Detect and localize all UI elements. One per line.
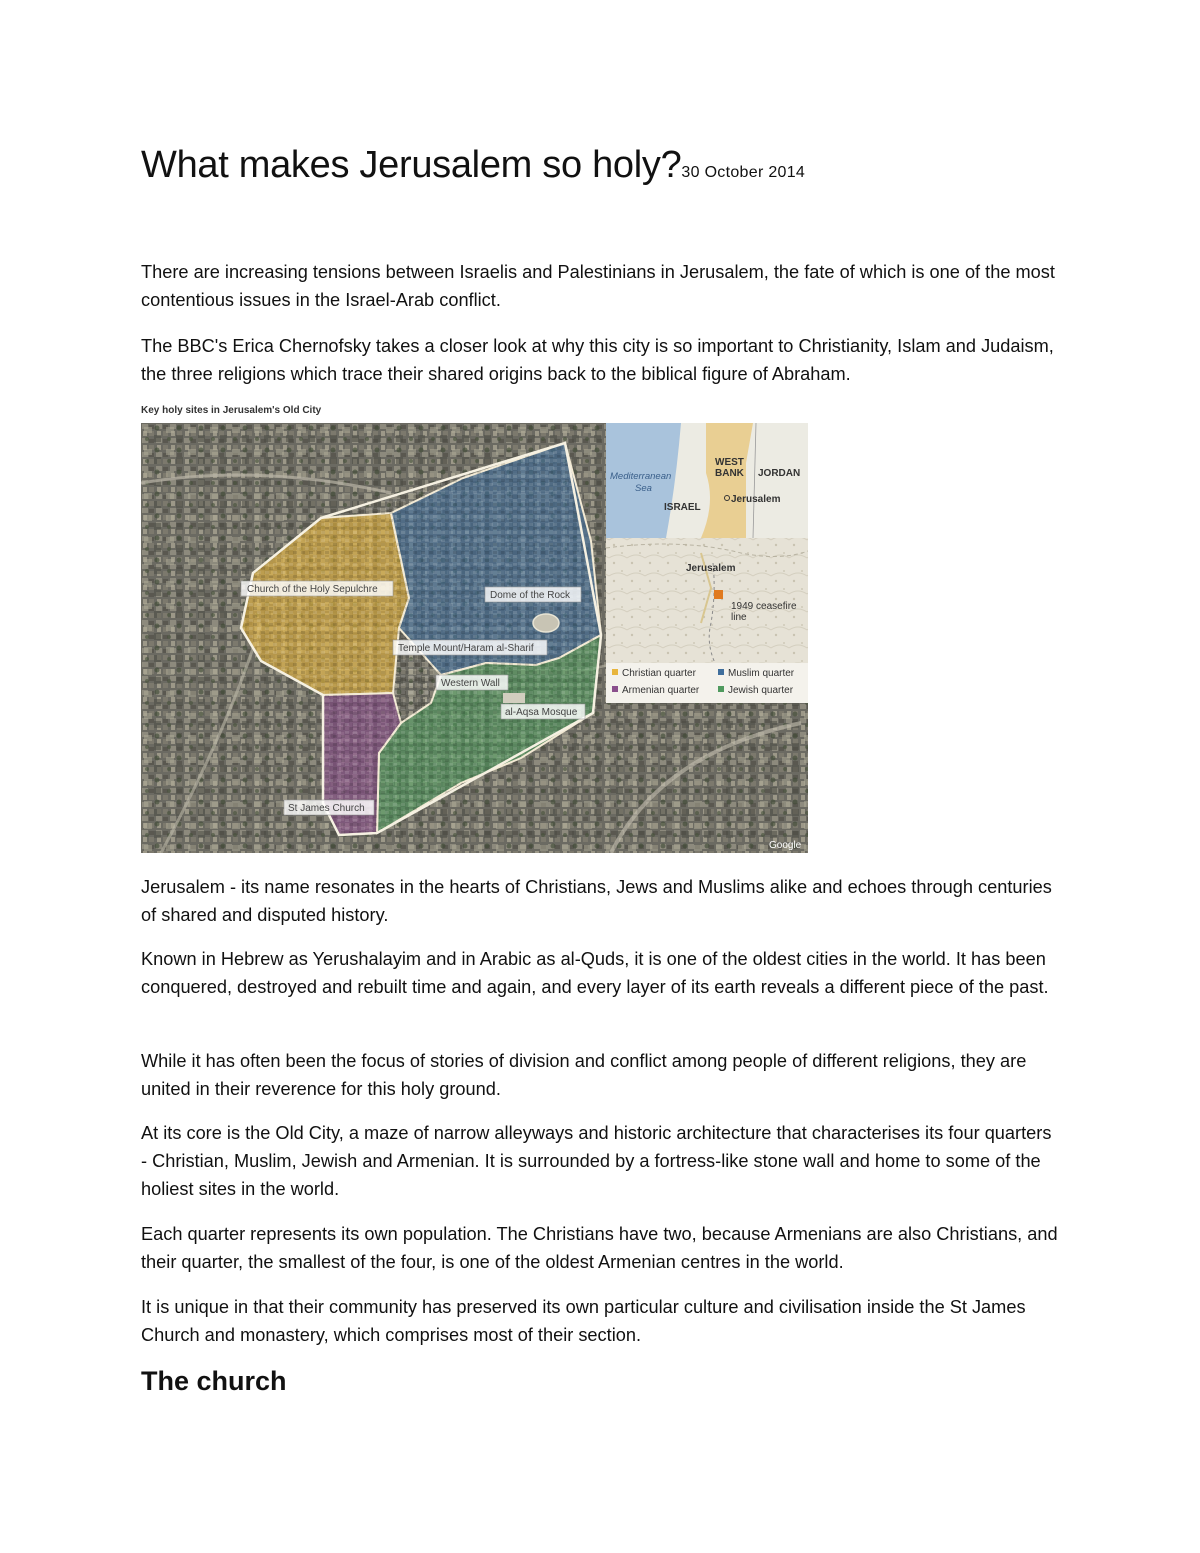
inset-sea-label-2: Sea <box>635 483 652 494</box>
dome-of-the-rock-marker <box>533 614 559 632</box>
section-heading: The church <box>141 1366 287 1396</box>
legend-swatch-christian <box>612 669 618 675</box>
body-paragraph-4: At its core is the Old City, a maze of narrow alleyways and historic architecture that characterises its four quarters - Christian, Muslim, Jewish and Armenian. It is surrounded by a fortress-like stone wall and home to some of the holiest sites in the world. <box>141 1123 1052 1199</box>
label-holy-sepulchre <box>241 581 393 596</box>
legend-jewish: Jewish quarter <box>728 685 794 696</box>
label-holy-sepulchre-text: Church of the Holy Sepulchre <box>247 584 378 595</box>
body-paragraph-2: Known in Hebrew as Yerushalayim and in Arabic as al-Quds, it is one of the oldest cities in the world. It has been conquered, destroyed and rebuilt time and again, and every layer of its earth reveals a different piece of the past. <box>141 949 1049 997</box>
google-attribution: Google <box>769 840 802 851</box>
label-temple-mount-text: Temple Mount/Haram al-Sharif <box>398 643 534 654</box>
old-city-marker <box>714 590 723 599</box>
legend-armenian: Armenian quarter <box>622 685 700 696</box>
label-st-james <box>284 800 374 815</box>
title-row <box>141 144 805 187</box>
body-paragraph-5: Each quarter represents its own population. The Christians have two, because Armenians are also Christians, and their quarter, the smallest of the four, is one of the oldest Armenian centres in the world. <box>141 1224 1058 1272</box>
label-temple-mount <box>393 640 547 655</box>
inset-west-bank-2: BANK <box>715 468 744 479</box>
intro-paragraph-1: There are increasing tensions between Israelis and Palestinians in Jerusalem, the fate of which is one of the most contentious issues in the Israel-Arab conflict. <box>141 262 1055 310</box>
inset-israel: ISRAEL <box>664 502 701 513</box>
inset-ceasefire-1: 1949 ceasefire <box>731 601 797 612</box>
body-paragraph-6: It is unique in that their community has preserved its own particular culture and civilisation inside the St James Church and monastery, which comprises most of their section. <box>141 1297 1026 1345</box>
location-inset <box>606 423 808 538</box>
label-al-aqsa <box>501 704 585 719</box>
label-dome-of-the-rock <box>485 587 581 602</box>
inset-sea-label-1: Mediterranean <box>610 471 672 482</box>
label-western-wall <box>436 675 508 690</box>
label-al-aqsa-text: al-Aqsa Mosque <box>505 707 578 718</box>
legend-swatch-muslim <box>718 669 724 675</box>
inset-jordan: JORDAN <box>758 468 801 479</box>
label-dome-of-the-rock-text: Dome of the Rock <box>490 590 571 601</box>
legend-swatch-jewish <box>718 686 724 692</box>
body-paragraph-1: Jerusalem - its name resonates in the hearts of Christians, Jews and Muslims alike and echoes through centuries of shared and disputed history. <box>141 877 1052 925</box>
legend-christian: Christian quarter <box>622 668 696 679</box>
map-caption: Key holy sites in Jerusalem's Old City <box>141 405 322 416</box>
inset-jerusalem-detail: Jerusalem <box>686 563 736 574</box>
label-western-wall-text: Western Wall <box>441 678 500 689</box>
west-bank-area <box>701 423 753 538</box>
body-paragraph-3: While it has often been the focus of stories of division and conflict among people of different religions, they are united in their reverence for this holy ground. <box>141 1051 1027 1099</box>
label-st-james-text: St James Church <box>288 803 365 814</box>
old-city-map <box>141 423 808 853</box>
inset-ceasefire-2: line <box>731 612 747 623</box>
old-city-map-svg <box>141 423 808 853</box>
map-legend <box>606 663 808 703</box>
intro-paragraph-2: The BBC's Erica Chernofsky takes a closer look at why this city is so important to Christianity, Islam and Judaism, the three religions which trace their shared origins back to the biblical figure of Abraham. <box>141 336 1054 384</box>
legend-swatch-armenian <box>612 686 618 692</box>
legend-muslim: Muslim quarter <box>728 668 795 679</box>
al-aqsa-marker <box>503 693 525 703</box>
article-date: 30 October 2014 <box>681 164 806 181</box>
inset-west-bank-1: WEST <box>715 457 744 468</box>
inset-jerusalem: Jerusalem <box>731 494 781 505</box>
detail-inset <box>606 538 808 663</box>
article-title: What makes Jerusalem so holy? <box>141 144 682 186</box>
